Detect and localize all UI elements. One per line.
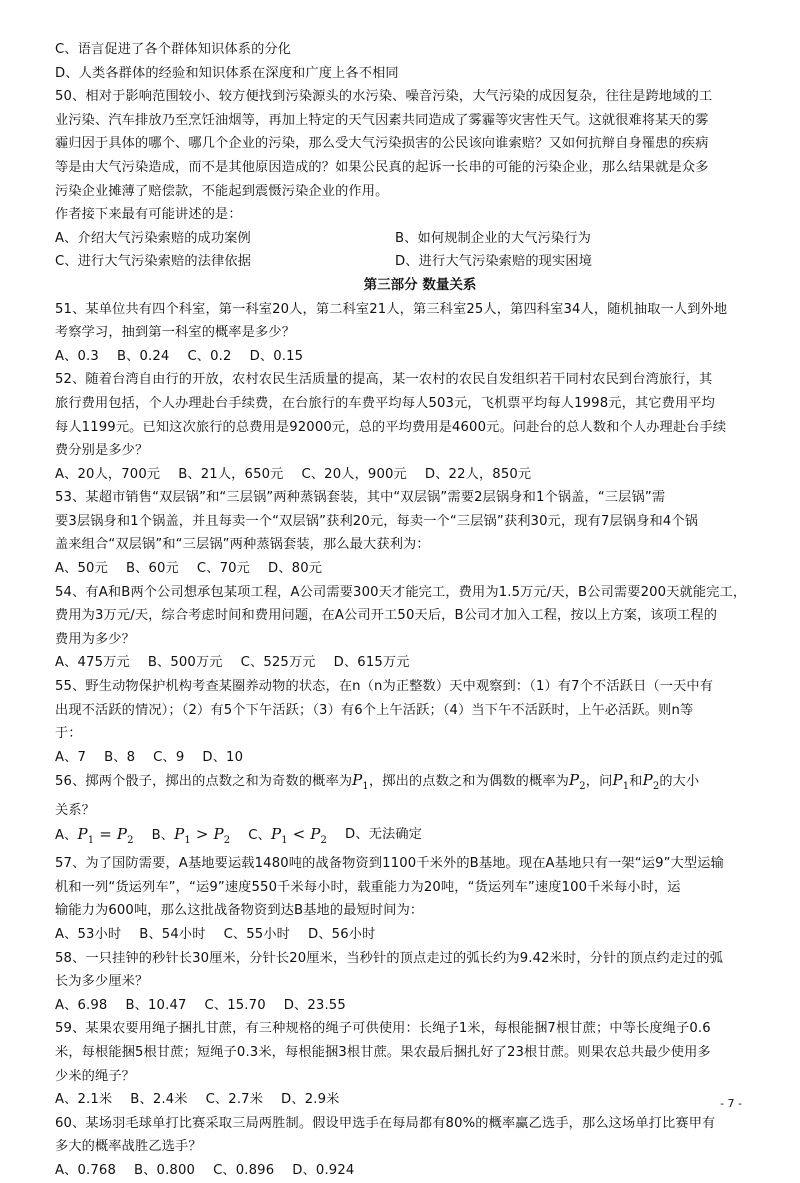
option-a: A、20人，700元 xyxy=(55,466,161,482)
options-row xyxy=(55,1159,755,1183)
options-row xyxy=(55,823,755,853)
option-a: A、0.768 xyxy=(55,1162,117,1178)
math-sub: 2 xyxy=(127,834,134,846)
math-sub: 1 xyxy=(622,781,630,793)
option-a: A、50元 xyxy=(55,561,108,577)
option-c: C、进行大气污染索赔的法律依据 xyxy=(55,254,252,270)
option-b xyxy=(152,823,231,853)
q49-option-d: D、人类各群体的经验和知识体系在深度和广度上各不相同 xyxy=(55,65,399,81)
question-text-line: 业污染、汽车排放乃至烹饪油烟等，再加上特定的天气因素共同造成了雾霾等灾害性天气。这就很难将某天的雾 xyxy=(55,112,709,128)
question-54 xyxy=(55,581,755,675)
option-d: D、56小时 xyxy=(308,926,376,942)
options-row xyxy=(55,651,755,675)
math-p1 xyxy=(352,771,369,793)
math-var: P xyxy=(213,824,224,843)
option-d: D、0.15 xyxy=(249,348,304,364)
math-sub: 2 xyxy=(579,781,586,793)
option-c: C、70元 xyxy=(196,561,251,577)
question-text-line: 盖来组合“双层锅”和“三层锅”两种蒸锅套装，那么最大获利为： xyxy=(55,537,430,553)
option-b: B、0.24 xyxy=(116,348,170,364)
math-sub: 1 xyxy=(281,834,288,846)
question-text-line: 机和一列“货运列车”，“运9”速度550千米每小时，载重能力为20吨，“货运列车”速度100千米每小时，运 xyxy=(55,879,681,895)
question-text-line: 旅行费用包括，个人办理赴台手续费，在台旅行的车费平均每人503元，飞机票平均每人1998元，其它费用平均 xyxy=(55,395,715,411)
text-fragment: 和 xyxy=(629,774,643,790)
question-text-line: 费用为3万元/天，综合考虑时间和费用问题，在A公司开工50天后，B公司才加入工程，按以上方案，该项工程的 xyxy=(55,608,718,624)
option-d: D、2.9米 xyxy=(281,1092,340,1108)
math-relation: = xyxy=(99,824,112,843)
option-d: D、0.924 xyxy=(292,1162,355,1178)
option-b: B、54小时 xyxy=(139,926,206,942)
math-sub: 1 xyxy=(362,781,369,793)
section-title: 第三部分 数量关系 xyxy=(363,276,477,293)
question-text-line: 霾归因于具体的哪个、哪几个企业的污染，那么受大气污染损害的公民该向谁索赔？又如何抗辩自身罹患的疾病 xyxy=(55,136,709,152)
option-d: D、615万元 xyxy=(333,655,410,671)
option-a: A、7 xyxy=(55,749,87,765)
math-p1 xyxy=(612,771,630,793)
question-text-line: 58、一只挂钟的秒针长30厘米，分针长20厘米，当秒针的顶点走过的弧长约为9.42米时，分针的顶点约走过的弧 xyxy=(55,950,724,966)
option-c: C、0.896 xyxy=(213,1162,275,1178)
math-p2 xyxy=(642,771,660,793)
options-row xyxy=(55,557,755,581)
math-sub: 2 xyxy=(320,834,328,846)
math-expr xyxy=(270,824,328,846)
option-b: B、10.47 xyxy=(125,997,187,1013)
option-a xyxy=(55,823,134,853)
question-text-line: 55、野生动物保护机构考查某圈养动物的状态，在n（n为正整数）天中观察到：（1）有7个不活跃日（一天中有 xyxy=(55,679,714,695)
option-a: A、475万元 xyxy=(55,655,130,671)
question-59 xyxy=(55,1017,755,1111)
math-var: P xyxy=(174,824,185,843)
question-text-line: 关系？ xyxy=(55,803,96,818)
math-relation: > xyxy=(195,824,209,843)
question-text-line: 多大的概率战胜乙选手？ xyxy=(55,1139,202,1155)
option-c xyxy=(248,823,327,853)
option-b: B、500万元 xyxy=(147,655,223,671)
question-57 xyxy=(55,852,755,946)
option-c: C、525万元 xyxy=(240,655,316,671)
option-b: B、60元 xyxy=(125,561,179,577)
exam-page xyxy=(55,38,755,1183)
option-label: C、 xyxy=(248,827,271,843)
question-text-line xyxy=(55,769,755,799)
question-text-line: 出现不活跃的情况）；（2）有5个下午活跃；（3）有6个上午活跃；（4）当下午不活跃时，上午必活跃。则n等 xyxy=(55,702,694,718)
math-sub: 2 xyxy=(652,781,660,793)
question-text-line: 59、某果农要用绳子捆扎甘蔗，有三种规格的绳子可供使用：长绳子1米，每根能捆7根甘蔗；中等长度绳子0.6 xyxy=(55,1021,711,1037)
question-text-line: 53、某超市销售“双层锅”和“三层锅”两种蒸锅套装，其中“双层锅”需要2层锅身和1个锅盖，“三层锅”需 xyxy=(55,490,666,506)
option-d: D、22人，850元 xyxy=(424,466,532,482)
math-expr xyxy=(174,824,231,846)
text-fragment: 56、掷两个骰子，掷出的点数之和为奇数的概率为 xyxy=(55,774,353,790)
option-c: C、55小时 xyxy=(223,926,291,942)
math-var: P xyxy=(116,824,128,843)
option-a: A、0.3 xyxy=(55,348,99,364)
options-row xyxy=(55,1088,755,1112)
option-a: A、53小时 xyxy=(55,926,122,942)
option-label: A、 xyxy=(55,827,78,843)
math-expr xyxy=(77,824,134,846)
math-var: P xyxy=(77,824,88,843)
math-var: P xyxy=(310,824,321,843)
question-text-line: 输能力为600吨，那么这批战备物资到达B基地的最短时间为： xyxy=(55,903,424,919)
question-56 xyxy=(55,769,755,852)
option-c: C、9 xyxy=(153,749,185,765)
option-d: D、进行大气污染索赔的现实困境 xyxy=(395,254,593,270)
question-text-line: 少米的绳子？ xyxy=(55,1068,136,1084)
option-label: B、 xyxy=(151,827,175,843)
question-52 xyxy=(55,368,755,486)
question-text-line: 污染企业摊薄了赔偿款，不能起到震慑污染企业的作用。 xyxy=(55,183,389,199)
math-var: P xyxy=(270,824,282,843)
question-text-line: 50、相对于影响范围较小、较方便找到污染源头的水污染、噪音污染，大气污染的成因复杂，往往是跨地域的工 xyxy=(55,89,713,105)
math-var: P xyxy=(642,771,653,790)
question-51 xyxy=(55,298,755,369)
option-c: C、2.7米 xyxy=(205,1092,264,1108)
option-a: A、介绍大气污染索赔的成功案例 xyxy=(55,230,251,246)
question-50 xyxy=(55,85,755,274)
options-row xyxy=(55,923,755,947)
option-b: B、2.4米 xyxy=(130,1092,188,1108)
option-c: C、15.70 xyxy=(204,997,266,1013)
math-var: P xyxy=(569,771,580,790)
options-row xyxy=(55,746,755,770)
option-a: A、6.98 xyxy=(55,997,108,1013)
options-row xyxy=(55,227,755,251)
option-b: B、21人，650元 xyxy=(178,466,284,482)
options-row xyxy=(55,250,755,274)
math-var: P xyxy=(612,771,623,790)
page-number: - 7 - xyxy=(720,1097,742,1110)
question-text-line: 于： xyxy=(55,726,82,742)
question-text-line: 费用为多少？ xyxy=(55,631,136,647)
text-fragment: ，问 xyxy=(585,774,613,790)
question-prompt: 作者接下来最有可能讲述的是： xyxy=(55,207,242,223)
q49-option-c: C、语言促进了各个群体知识体系的分化 xyxy=(55,42,292,57)
math-sub: 2 xyxy=(223,834,231,846)
option-a: A、2.1米 xyxy=(55,1092,113,1108)
question-55 xyxy=(55,675,755,769)
question-text-line: 米，每根能捆5根甘蔗；短绳子0.3米，每根能捆3根甘蔗。果农最后捆扎好了23根甘蔗。则果农总共最少使用多 xyxy=(55,1044,711,1060)
question-text-line: 每人1199元。已知这次旅行的总费用是92000元，总的平均费用是4600元。问赴台的总人数和个人办理赴台手续 xyxy=(55,419,727,435)
math-var: P xyxy=(352,771,363,790)
option-b: B、8 xyxy=(104,749,136,765)
options-row xyxy=(55,994,755,1018)
option-b: B、0.800 xyxy=(134,1162,196,1178)
option-c: C、20人，900元 xyxy=(301,466,407,482)
question-text-line: 要3层锅身和1个锅盖，并且每卖一个“双层锅”获利20元，每卖一个“三层锅”获利30元，现有7层锅身和4个锅 xyxy=(55,513,699,529)
option-b: B、如何规制企业的大气污染行为 xyxy=(395,230,591,246)
question-text-line: 60、某场羽毛球单打比赛采取三局两胜制。假设甲选手在每局都有80%的概率赢乙选手，那么这场单打比赛甲有 xyxy=(55,1115,716,1131)
question-60 xyxy=(55,1112,755,1183)
math-relation: < xyxy=(292,824,306,843)
math-sub: 1 xyxy=(184,834,191,846)
option-c: C、0.2 xyxy=(187,348,232,364)
question-53 xyxy=(55,486,755,580)
options-row xyxy=(55,345,755,369)
question-text-line: 54、有A和B两个公司想承包某项工程，A公司需要300天才能完工，费用为1.5万元/天，B公司需要200天就能完工， xyxy=(55,584,747,600)
math-sub: 1 xyxy=(87,834,95,846)
option-d: D、10 xyxy=(202,749,244,765)
question-text-line: 等是由大气污染造成，而不是其他原因造成的？如果公民真的起诉一长串的可能的污染企业，那么结果就是众多 xyxy=(55,159,709,175)
question-58 xyxy=(55,947,755,1018)
text-fragment: 的大小 xyxy=(659,774,700,790)
question-text-line: 57、为了国防需要，A基地要运载1480吨的战备物资到1100千米外的B基地。现在A基地只有一架“运9”大型运输 xyxy=(55,856,724,872)
option-d: D、23.55 xyxy=(283,997,346,1013)
question-text-line: 费分别是多少？ xyxy=(55,443,149,459)
question-text-line: 51、某单位共有四个科室，第一科室20人，第二科室21人，第三科室25人，第四科室34人，随机抽取一人到外地 xyxy=(55,301,728,317)
option-d: D、80元 xyxy=(268,561,323,577)
math-p2 xyxy=(569,771,586,793)
options-row xyxy=(55,463,755,487)
text-fragment: ，掷出的点数之和为偶数的概率为 xyxy=(368,774,569,790)
option-d: D、无法确定 xyxy=(345,826,423,842)
question-text-line: 长为多少厘米？ xyxy=(55,974,149,990)
question-text-line: 52、随着台湾自由行的开放，农村农民生活质量的提高，某一农村的农民自发组织若干同村农民到台湾旅行，其 xyxy=(55,372,713,388)
question-text-line: 考察学习，抽到第一科室的概率是多少？ xyxy=(55,325,296,341)
